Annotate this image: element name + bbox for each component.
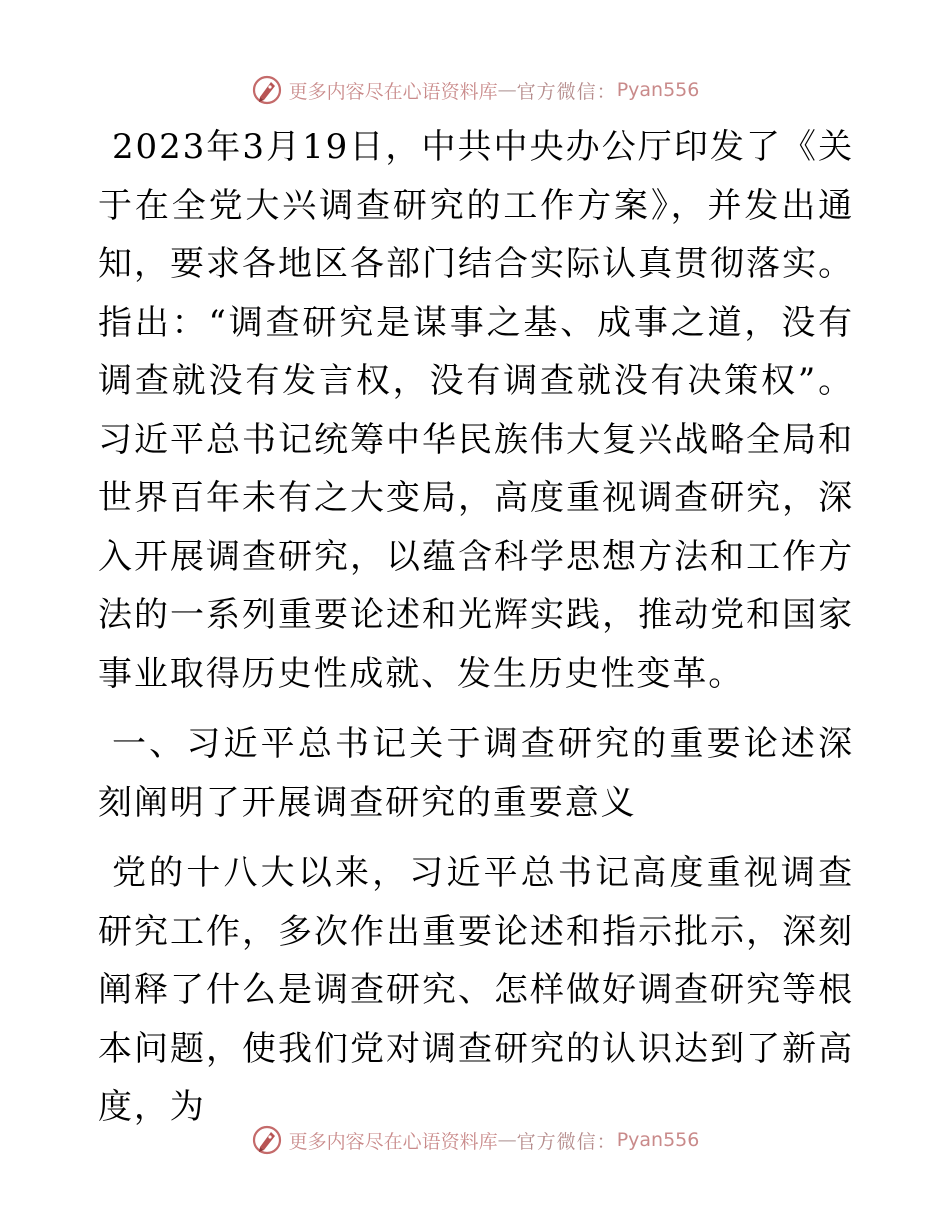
watermark-wechat-id: Pyan556	[616, 1129, 700, 1151]
footer-watermark	[0, 1122, 950, 1158]
watermark-wechat-id: Pyan556	[616, 79, 700, 101]
watermark-separator: —	[497, 1129, 517, 1151]
pen-nib-circle-icon	[251, 74, 283, 106]
paragraph-intro: 2023年3月19日，中共中央办公厅印发了《关于在全党大兴调查研究的工作方案》，并发出通知，要求各地区各部门结合实际认真贯彻落实。指出：“调查研究是谋事之基、成事之道，没有调查就没有发言权，没有调查就没有决策权”。习近平总书记统筹中华民族伟大复兴战略全局和世界百年未有之大变局，高度重视调查研究，深入开展调查研究，以蕴含科学思想方法和工作方法的一系列重要论述和光辉实践，推动党和国家事业取得历史性成就、发生历史性变革。	[98, 127, 854, 694]
pen-nib-circle-icon	[251, 1124, 283, 1156]
section-heading-1: 一、习近平总书记关于调查研究的重要论述深刻阐明了开展调查研究的重要意义	[98, 724, 854, 823]
paragraph-section-1: 党的十八大以来，习近平总书记高度重视调查研究工作，多次作出重要论述和指示批示，深刻阐释了什么是调查研究、怎样做好调查研究等根本问题，使我们党对调查研究的认识达到了新高度，为	[98, 853, 854, 1127]
watermark-wechat-label: 官方微信：	[516, 1130, 617, 1153]
watermark-text: 更多内容尽在心语资料库	[288, 1130, 498, 1153]
header-watermark	[0, 72, 950, 108]
watermark-separator: —	[497, 79, 517, 101]
watermark-text: 更多内容尽在心语资料库	[288, 80, 498, 103]
watermark-wechat-label: 官方微信：	[516, 80, 617, 103]
document-body	[98, 118, 854, 1137]
